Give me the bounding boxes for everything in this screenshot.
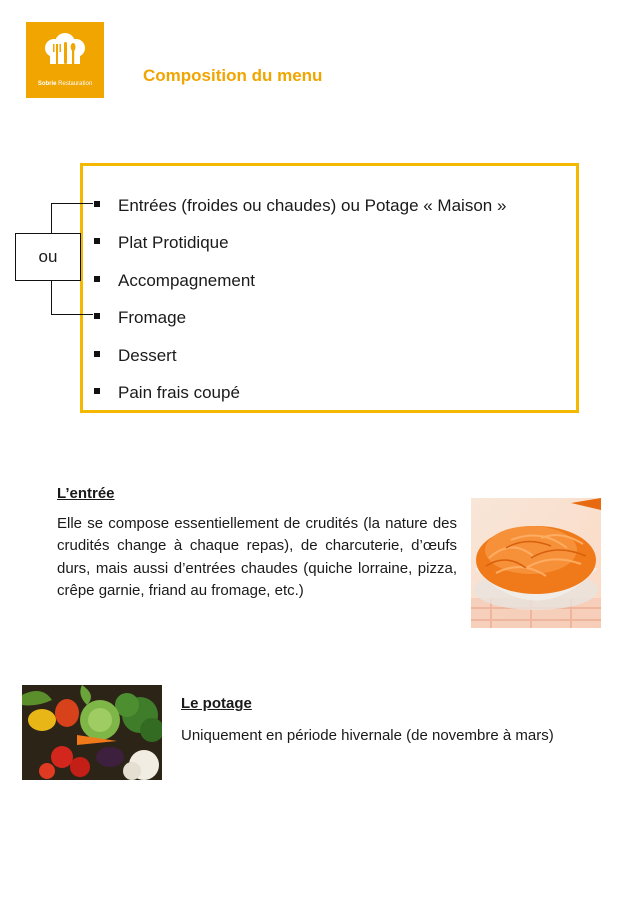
menu-composition-box — [80, 163, 579, 413]
page-title: Composition du menu — [143, 66, 323, 85]
logo-tagline: Restauration — [56, 81, 93, 87]
menu-item-pain — [91, 378, 506, 415]
potage-heading: Le potage — [181, 695, 252, 712]
grated-carrots-photo — [471, 498, 601, 628]
bracket-top-line — [51, 203, 93, 204]
potage-description: Uniquement en période hivernale (de novembre à mars) — [181, 727, 554, 744]
logo — [26, 22, 104, 98]
square-bullet-icon — [94, 313, 100, 319]
menu-item-label: Plat Protidique — [118, 233, 229, 253]
menu-item-label: Fromage — [118, 308, 187, 328]
bracket-vertical-line — [51, 281, 52, 314]
menu-item-entree-ou-potage — [91, 191, 506, 228]
entree-heading: L’entrée — [57, 485, 115, 502]
logo-brand: Sobrie — [37, 81, 57, 87]
square-bullet-icon — [94, 351, 100, 357]
menu-item-label: Pain frais coupé — [118, 382, 240, 402]
square-bullet-icon — [94, 201, 100, 207]
vegetables-photo — [22, 685, 162, 780]
choice-ou-label: ou — [38, 247, 58, 266]
logo-text — [26, 81, 104, 87]
menu-item-label: Accompagnement — [118, 270, 256, 290]
menu-item-label: Entrées (froides ou chaudes) ou Potage « Maison » — [118, 196, 507, 215]
entree-description: Elle se compose essentiellement de crudités (la nature des crudités change à chaque repas), de charcuterie, d’œufs durs, mais aussi d’entrées chaudes (quiche lorraine, pizza, crêpe garnie, friand au fromage, etc.) — [57, 515, 457, 600]
square-bullet-icon — [94, 276, 100, 282]
bracket-bottom-line — [51, 314, 93, 315]
menu-item-dessert — [91, 341, 506, 378]
bracket-vertical-line — [51, 203, 52, 233]
square-bullet-icon — [94, 238, 100, 244]
menu-item-label: Dessert — [118, 345, 177, 365]
choice-ou-box — [15, 233, 81, 281]
menu-item-plat-protidique — [91, 228, 506, 265]
menu-item-fromage — [91, 303, 506, 340]
menu-list — [91, 191, 506, 415]
menu-item-accompagnement — [91, 266, 506, 303]
square-bullet-icon — [94, 388, 100, 394]
